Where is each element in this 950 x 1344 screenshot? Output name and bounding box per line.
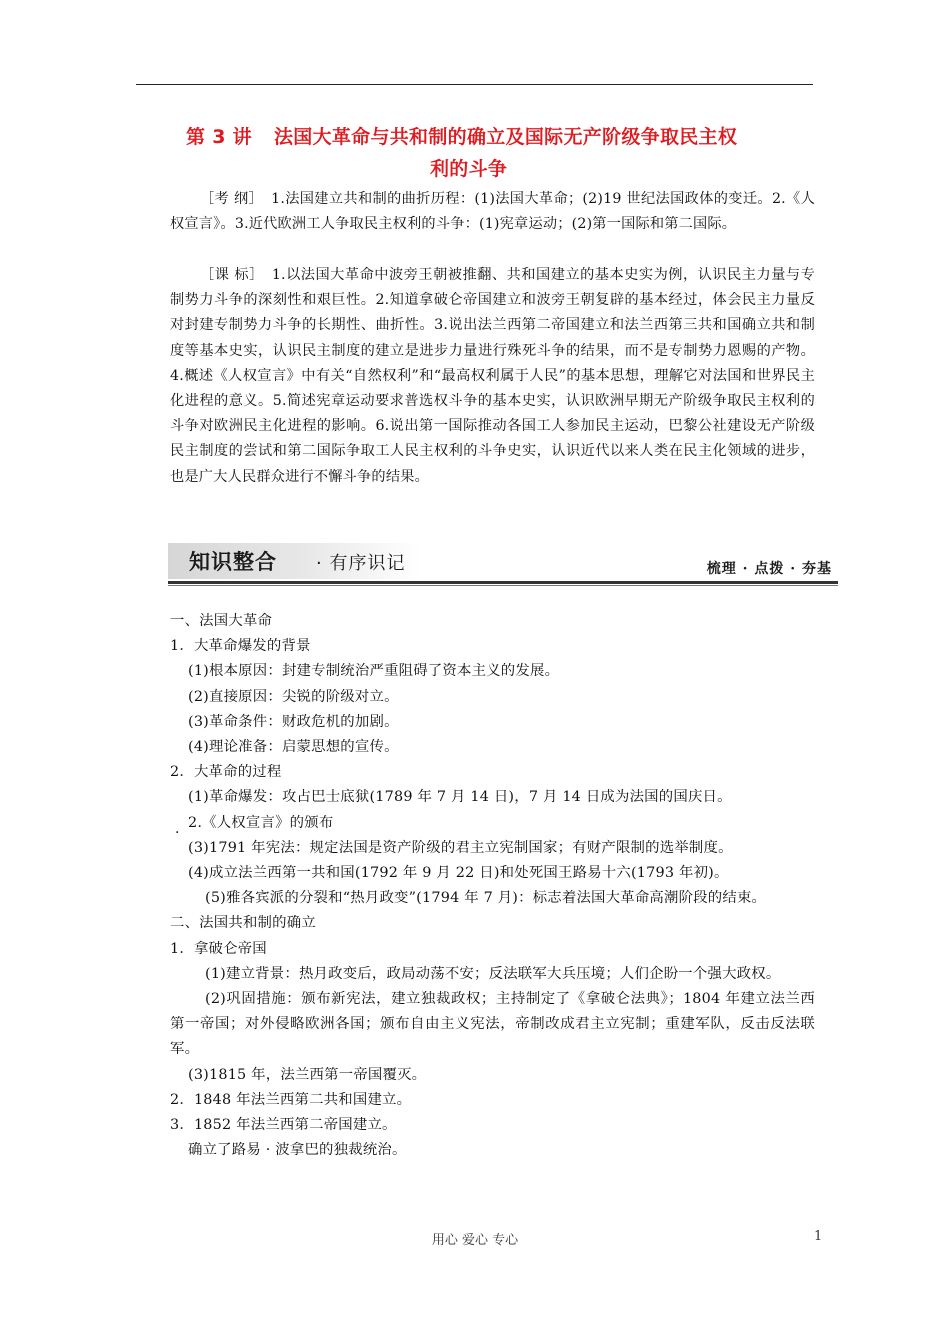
kebiao-paragraph (170, 263, 815, 490)
section-banner (168, 539, 838, 587)
bullet-marker: · (175, 825, 180, 841)
list-item: (3)1815 年，法兰西第一帝国覆灭。 (188, 1066, 427, 1083)
list-item: (3)革命条件：财政危机的加剧。 (188, 713, 399, 730)
banner-rule-thin (168, 585, 838, 586)
kaogang-paragraph (170, 187, 815, 237)
subsection-heading: 2．1848 年法兰西第二共和国建立。 (170, 1091, 412, 1108)
kaogang-text: 1.法国建立共和制的曲折历程：(1)法国大革命；(2)19 世纪法国政体的变迁。2.《人权宣言》。3.近代欧洲工人争取民主权利的斗争：(1)宪章运动；(2)第一国际和第二国际。 (170, 191, 815, 233)
subsection-heading: 3．1852 年法兰西第二帝国建立。 (170, 1117, 397, 1134)
banner-subtitle: · 有序识记 (316, 553, 406, 574)
subsection-heading: 1．大革命爆发的背景 (170, 638, 311, 655)
list-item: (4)理论准备：启蒙思想的宣传。 (188, 739, 399, 756)
list-item: (2)巩固措施：颁布新宪法，建立独裁政权；主持制定了《拿破仑法典》；1804 年建立法兰西第一帝国；对外侵略欧洲各国；颁布自由主义宪法，帝制改成君主立宪制；重建军队，反击反法联军。 (170, 991, 815, 1058)
footer-motto: 用心 爱心 专心 (431, 1233, 519, 1248)
list-item: (2)直接原因：尖锐的阶级对立。 (188, 688, 399, 705)
kebiao-text: 1.以法国大革命中波旁王朝被推翻、共和国建立的基本史实为例，认识民主力量与专制势力斗争的深刻性和艰巨性。2.知道拿破仑帝国建立和波旁王朝复辟的基本经过，体会民主力量反对封建专制势力斗争的长期性、曲折性。3.说出法兰西第二帝国建立和法兰西第三共和国确立共和制度等基本史实，认识民主制度的建立是进步力量进行殊死斗争的结果，而不是专制势力恩赐的产物。4.概述《人权宣言》中有关“自然权利”和“最高权利属于人民”的基本思想，理解它对法国和世界民主化进程的意义。5.简述宪章运动要求普选权斗争的基本史实，认识欧洲早期无产阶级争取民主权利的斗争对欧洲民主化进程的影响。6.说出第一国际推动各国工人参加民主运动，巴黎公社建设无产阶级民主制度的尝试和第二国际争取工人民主权利的斗争史实，认识近代以来人类在民主化领域的进步，也是广大人民群众进行不懈斗争的结果。 (170, 267, 815, 485)
banner-rule-thick (168, 581, 838, 584)
title-text: 法国大革命与共和制的确立及国际无产阶级争取民主权 (273, 126, 738, 148)
subsection-heading: 2．大革命的过程 (170, 764, 282, 781)
list-item: (5)雅各宾派的分裂和“热月政变”(1794 年 7 月)：标志着法国大革命高潮阶段的结束。 (205, 890, 767, 907)
section-heading: 一、法国大革命 (170, 613, 273, 629)
body-text: 确立了路易 · 波拿巴的独裁统治。 (188, 1142, 407, 1159)
knowledge-content (170, 609, 820, 1163)
kaogang-tag: ［考 纲］ (200, 191, 264, 207)
page-number: 1 (814, 1229, 823, 1244)
banner-title: 知识整合 (189, 550, 277, 574)
list-item: (4)成立法兰西第一共和国(1792 年 9 月 22 日)和处死国王路易十六(1793 年初)。 (188, 865, 729, 882)
kebiao-tag: ［课 标］ (200, 267, 264, 283)
page-title-line2: 利的斗争 (430, 158, 508, 180)
list-item: (1)革命爆发：攻占巴士底狱(1789 年 7 月 14 日)，7 月 14 日成为法国的国庆日。 (188, 789, 732, 806)
banner-tagline: 梳理 · 点拨 · 夯基 (706, 561, 832, 577)
list-item: (3)1791 年宪法：规定法国是资产阶级的君主立宪制国家；有财产限制的选举制度。 (188, 839, 733, 856)
list-item: 2.《人权宣言》的颁布 (188, 814, 334, 831)
page-title (186, 121, 826, 153)
subsection-heading: 1．拿破仑帝国 (170, 940, 267, 957)
section-heading: 二、法国共和制的确立 (170, 915, 316, 932)
header-rule (136, 84, 813, 85)
list-item: (1)根本原因：封建专制统治严重阻碍了资本主义的发展。 (188, 663, 560, 680)
list-item: (1)建立背景：热月政变后，政局动荡不安；反法联军大兵压境；人们企盼一个强大政权。 (205, 965, 781, 982)
title-lecture-number: 第 3 讲 (186, 126, 252, 148)
